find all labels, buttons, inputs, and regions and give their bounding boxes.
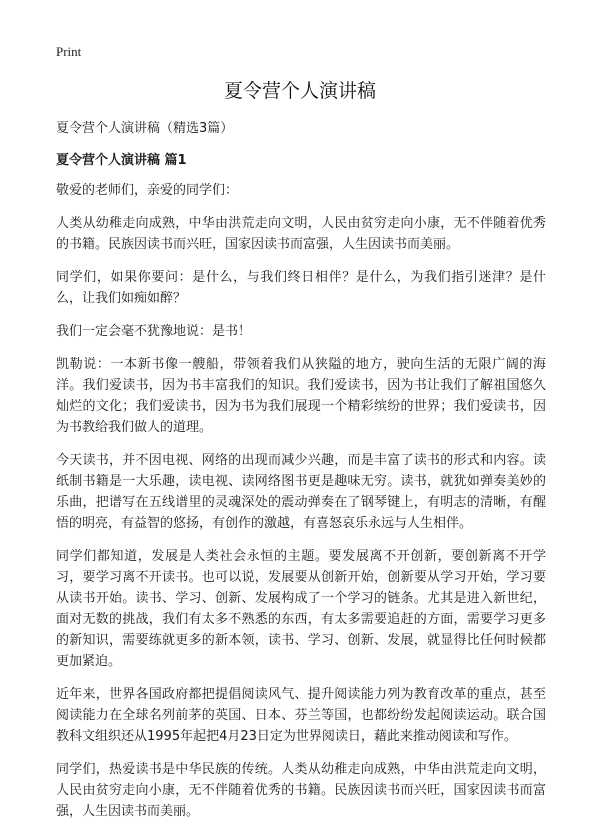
paragraph: 我们一定会毫不犹豫地说：是书！ bbox=[56, 324, 252, 339]
page-title: 夏令营个人演讲稿 bbox=[223, 80, 376, 102]
paragraph: 同学们，热爱读书是中华民族的传统。人类从幼稚走向成熟，中华由洪荒走向文明，人民由贫穷走向小康，无不伴随着优秀的书籍。民族因读书而兴旺，国家因读书而富强，人生因读书而美丽。 bbox=[56, 762, 546, 819]
print-label[interactable]: Print bbox=[56, 44, 82, 59]
paragraph: 今天读书，并不因电视、网络的出现而减少兴趣，而是丰富了读书的形式和内容。读纸制书籍是一大乐趣，读电视、读网络图书更是趣味无穷。读书，就犹如弹奏美妙的乐曲，把谱写在五线谱里的灵魂深处的震动弹奏在了钢琴键上，有明志的清晰，有醒悟的明亮，有益智的悠扬，有创作的激越，有喜怒哀乐永远与人生相伴。 bbox=[56, 453, 546, 531]
paragraph: 凯勒说：一本新书像一艘船，带领着我们从狭隘的地方，驶向生活的无限广阔的海洋。我们爱读书，因为书丰富我们的知识。我们爱读书，因为书让我们了解祖国悠久灿烂的文化；我们爱读书，因为书为我们展现一个精彩缤纷的世界；我们爱读书，因为书教给我们做人的道理。 bbox=[56, 357, 546, 435]
paragraph-greeting: 敬爱的老师们，亲爱的同学们： bbox=[56, 183, 239, 198]
document-subtitle: 夏令营个人演讲稿（精选3篇） bbox=[56, 121, 234, 136]
section-heading: 夏令营个人演讲稿 篇1 bbox=[56, 153, 187, 168]
document-body bbox=[56, 120, 546, 834]
paragraph: 同学们都知道，发展是人类社会永恒的主题。要发展离不开创新，要创新离不开学习，要学习离不开读书。也可以说，发展要从创新开始，创新要从学习开始，学习要从读书开始。读书、学习、创新、发展构成了一个学习的链条。尤其是进入新世纪，面对无数的挑战，我们有太多不熟悉的东西，有太多需要追赶的方面，需要学习更多的新知识，需要练就更多的新本领，读书、学习、创新、发展，就显得比任何时候都更加紧迫。 bbox=[56, 549, 546, 669]
paragraph: 近年来，世界各国政府都把提倡阅读风气、提升阅读能力列为教育改革的重点，甚至阅读能力在全球名列前茅的英国、日本、芬兰等国，也都纷纷发起阅读运动。联合国教科文组织还从1995年起把4月23日定为世界阅读日，藉此来推动阅读和写作。 bbox=[56, 687, 546, 744]
paragraph: 同学们，如果你要问：是什么，与我们终日相伴？是什么，为我们指引迷津？是什么，让我们如痴如醉？ bbox=[56, 270, 546, 306]
paragraph: 人类从幼稚走向成熟，中华由洪荒走向文明，人民由贫穷走向小康，无不伴随着优秀的书籍。民族因读书而兴旺，国家因读书而富强，人生因读书而美丽。 bbox=[56, 216, 546, 252]
